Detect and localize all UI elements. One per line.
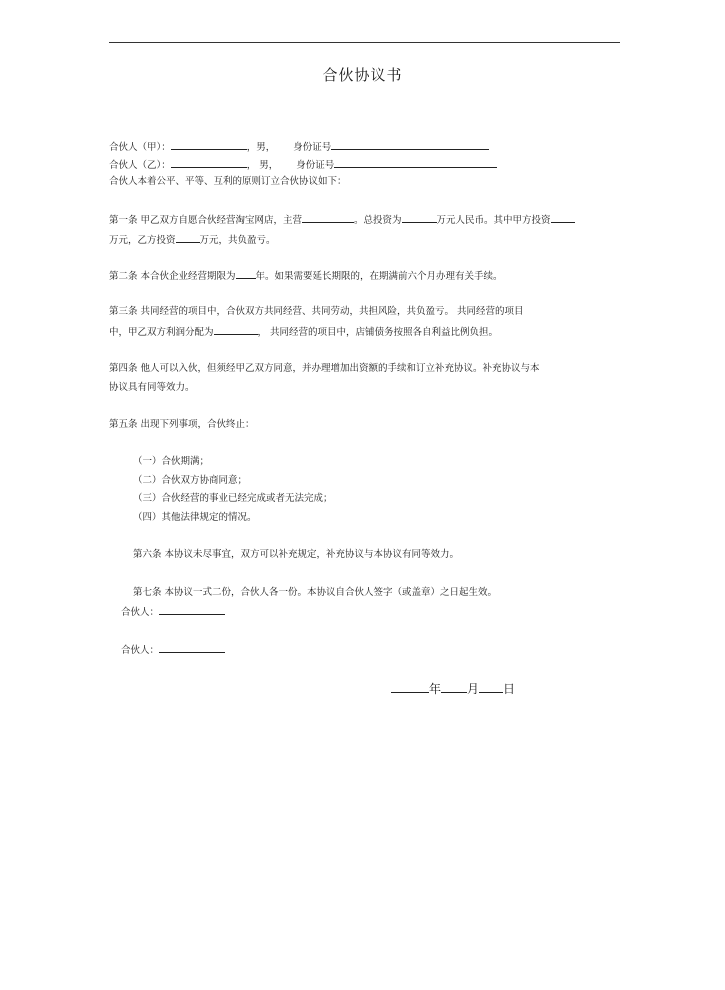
party-a-name-blank[interactable] bbox=[171, 140, 247, 150]
article-5-heading: 第五条 出现下列事项，合伙终止： bbox=[109, 419, 255, 430]
article-3-line-1: 第三条 共同经营的项目中，合伙双方共同经营、共同劳动，共担风险，共负盈亏。 共同经营的项目 bbox=[109, 306, 524, 317]
article-1-text-c: 万元人民币。其中甲方投资 bbox=[436, 215, 551, 226]
signature-line-1 bbox=[121, 605, 225, 619]
signature-blank-1[interactable] bbox=[159, 605, 225, 615]
month-blank[interactable] bbox=[441, 681, 467, 693]
signature-line-2 bbox=[121, 643, 225, 657]
article-3-line-2 bbox=[109, 325, 498, 339]
signature-label-2: 合伙人： bbox=[121, 645, 160, 656]
party-b-investment-blank[interactable] bbox=[176, 233, 200, 243]
header-rule bbox=[109, 42, 620, 43]
party-b-name-blank[interactable] bbox=[171, 158, 247, 168]
party-b-gender: ， 男， bbox=[246, 160, 279, 171]
article-5-item: （一）合伙期满； bbox=[133, 456, 210, 467]
article-3-text-b: ， 共同经营的项目中，店铺债务按照各自利益比例负担。 bbox=[257, 327, 499, 338]
year-label: 年 bbox=[429, 682, 442, 696]
party-b-id-label: 身份证号 bbox=[296, 160, 335, 171]
article-1-text-a: 第一条 甲乙双方自愿合伙经营淘宝网店，主营 bbox=[109, 215, 303, 226]
article-5-item: （四）其他法律规定的情况。 bbox=[133, 512, 257, 523]
party-a-line bbox=[109, 140, 489, 154]
article-1-line-1 bbox=[109, 213, 575, 227]
party-a-investment-blank[interactable] bbox=[551, 213, 575, 223]
article-5-item: （二）合伙双方协商同意； bbox=[133, 475, 248, 486]
business-blank[interactable] bbox=[302, 213, 354, 223]
article-2-text-b: 年。如果需要延长期限的，在期满前六个月办理有关手续。 bbox=[255, 271, 503, 282]
article-2-text-a: 第二条 本合伙企业经营期限为 bbox=[109, 271, 236, 282]
article-6-text: 第六条 本协议未尽事宜，双方可以补充规定，补充协议与本协议有同等效力。 bbox=[133, 549, 460, 560]
term-years-blank[interactable] bbox=[236, 269, 256, 279]
article-1-text-e: 万元，共负盈亏。 bbox=[199, 235, 276, 246]
signature-blank-2[interactable] bbox=[159, 643, 225, 653]
profit-ratio-blank[interactable] bbox=[214, 325, 258, 335]
party-a-id-blank[interactable] bbox=[331, 140, 489, 150]
article-1-line-2 bbox=[109, 233, 276, 247]
day-blank[interactable] bbox=[479, 681, 503, 693]
signature-label-1: 合伙人： bbox=[121, 607, 160, 618]
party-a-id-label: 身份证号 bbox=[293, 142, 332, 153]
article-4-line-1: 第四条 他人可以入伙，但须经甲乙双方同意，并办理增加出资额的手续和订立补充协议。补充协议与本 bbox=[109, 363, 540, 374]
party-a-label: 合伙人（甲）： bbox=[109, 142, 171, 153]
article-3-text-a: 中，甲乙双方利润分配为 bbox=[109, 327, 214, 338]
article-5-item: （三）合伙经营的事业已经完成或者无法完成； bbox=[133, 493, 333, 504]
party-b-line bbox=[109, 158, 497, 172]
party-a-gender: ，男， bbox=[246, 142, 276, 153]
article-1-text-b: 。总投资为 bbox=[354, 215, 402, 226]
article-2-line bbox=[109, 269, 503, 283]
total-investment-blank[interactable] bbox=[402, 213, 437, 223]
party-b-label: 合伙人（乙）： bbox=[109, 160, 171, 171]
article-1-text-d: 万元，乙方投资 bbox=[109, 235, 176, 246]
month-label: 月 bbox=[467, 682, 480, 696]
article-4-line-2: 协议具有同等效力。 bbox=[109, 382, 195, 393]
party-b-id-blank[interactable] bbox=[334, 158, 497, 168]
article-7-text: 第七条 本协议一式二份，合伙人各一份。本协议自合伙人签字（或盖章）之日起生效。 bbox=[133, 587, 498, 598]
day-label: 日 bbox=[503, 682, 516, 696]
intro-text: 合伙人本着公平、平等、互利的原则订立合伙协议如下： bbox=[109, 176, 347, 187]
year-blank[interactable] bbox=[391, 681, 429, 693]
document-title: 合伙协议书 bbox=[322, 66, 403, 84]
date-line bbox=[391, 681, 515, 696]
